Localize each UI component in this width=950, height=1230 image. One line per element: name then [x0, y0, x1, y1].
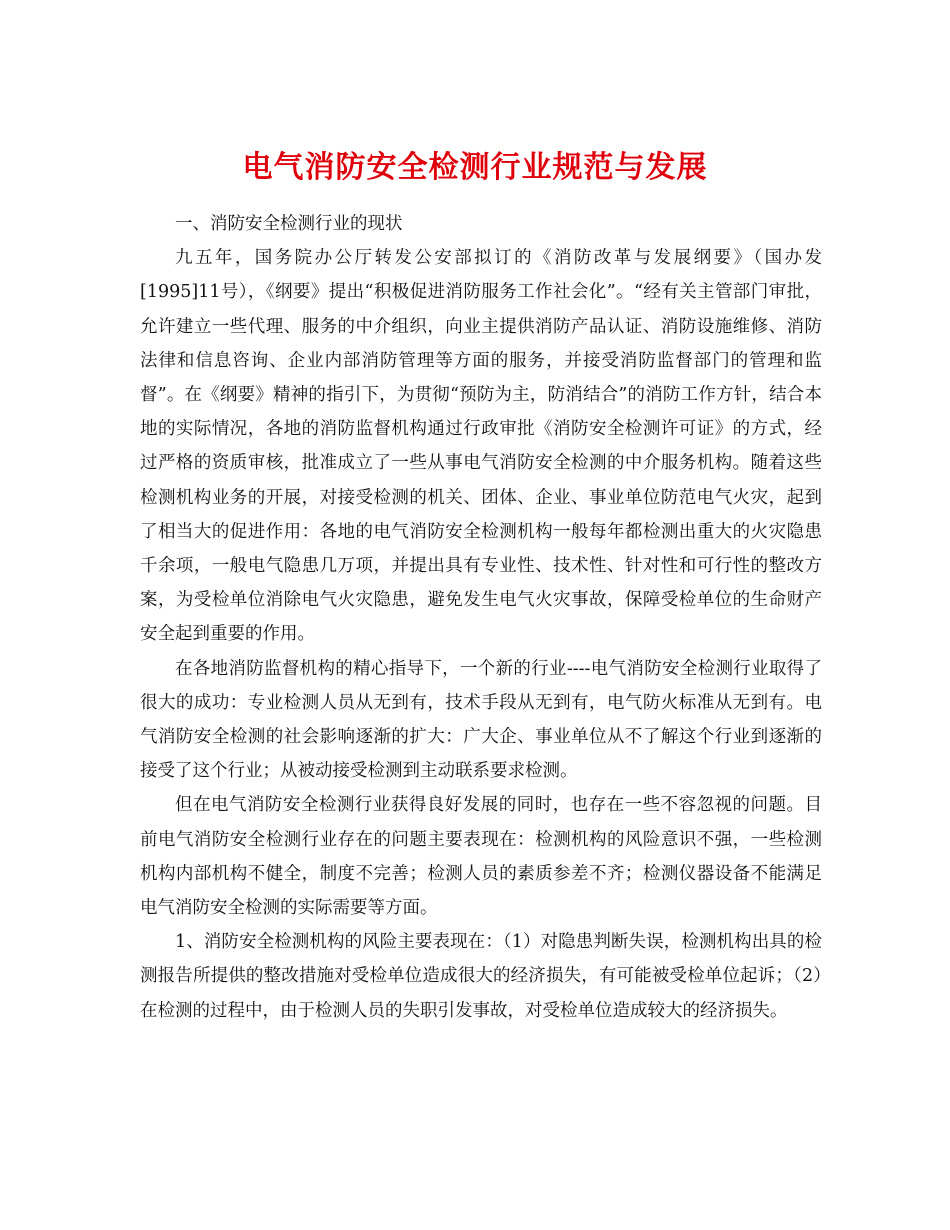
document-body [140, 207, 822, 1028]
page-title: 电气消防安全检测行业规范与发展 [242, 150, 708, 186]
paragraph-2: 在各地消防监督机构的精心指导下，一个新的行业----电气消防安全检测行业取得了很大的成功：专业检测人员从无到有，技术手段从无到有，电气防火标准从无到有。电气消防安全检测的社会影响逐渐的扩大：广大企、事业单位从不了解这个行业到逐渐的接受了这个行业；从被动接受检测到主动联系要求检测。 [140, 658, 822, 782]
section-heading: 一、消防安全检测行业的现状 [175, 214, 403, 234]
paragraph-1: 九五年，国务院办公厅转发公安部拟订的《消防改革与发展纲要》（国办发[1995]11号），《纲要》提出“积极促进消防服务工作社会化”。“经有关主管部门审批，允许建立一些代理、服务的中介组织，向业主提供消防产品认证、消防设施维修、消防法律和信息咨询、企业内部消防管理等方面的服务，并接受消防监督部门的管理和监督”。在《纲要》精神的指引下，为贯彻“预防为主，防消结合”的消防工作方针，结合本地的实际情况，各地的消防监督机构通过行政审批《消防安全检测许可证》的方式，经过严格的资质审核，批准成立了一些从事电气消防安全检测的中介服务机构。随着这些检测机构业务的开展，对接受检测的机关、团体、企业、事业单位防范电气火灾，起到了相当大的促进作用：各地的电气消防安全检测机构一般每年都检测出重大的火灾隐患千余项，一般电气隐患几万项，并提出具有专业性、技术性、针对性和可行性的整改方案，为受检单位消除电气火灾隐患，避免发生电气火灾事故，保障受检单位的生命财产安全起到重要的作用。 [140, 248, 822, 645]
paragraph-3: 但在电气消防安全检测行业获得良好发展的同时，也存在一些不容忽视的问题。目前电气消防安全检测行业存在的问题主要表现在：检测机构的风险意识不强，一些检测机构内部机构不健全，制度不完善；检测人员的素质参差不齐；检测仪器设备不能满足电气消防安全检测的实际需要等方面。 [140, 795, 822, 919]
paragraph-4: 1、消防安全检测机构的风险主要表现在：（1）对隐患判断失误，检测机构出具的检测报告所提供的整改措施对受检单位造成很大的经济损失，有可能被受检单位起诉；（2）在检测的过程中，由于检测人员的失职引发事故，对受检单位造成较大的经济损失。 [140, 932, 822, 1021]
